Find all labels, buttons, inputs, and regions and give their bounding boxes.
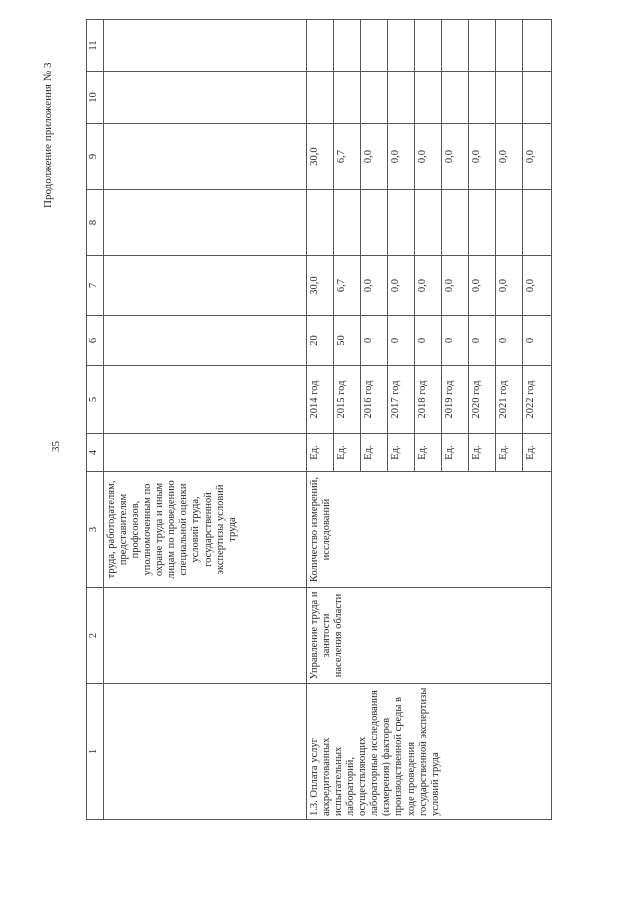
- program-table: [86, 19, 552, 820]
- value-cell: 0,0: [388, 256, 415, 316]
- value-cell: [442, 72, 469, 124]
- value-cell: [415, 20, 442, 72]
- value-cell: [523, 190, 552, 256]
- value-cell: 0,0: [361, 256, 388, 316]
- value-cell: 0,0: [523, 124, 552, 190]
- value-cell: [415, 190, 442, 256]
- rotated-table-wrapper: [86, 20, 606, 820]
- measure-name: 1.3. Оплата услуг аккредитованных испытательных лабораторий, осуществляющих лабораторные исследования (измерения) факторов производственной среды в ходе проведения государственной экспертизы условий труда: [307, 684, 552, 820]
- value-cell: [361, 72, 388, 124]
- value-cell: [496, 190, 523, 256]
- value-cell: 0: [388, 316, 415, 366]
- unit-cell: Ед.: [361, 434, 388, 472]
- value-cell: 0: [361, 316, 388, 366]
- value-cell: 20: [307, 316, 334, 366]
- value-cell: 0: [415, 316, 442, 366]
- column-number: 9: [87, 124, 104, 190]
- appendix-caption: Продолжение приложения № 3: [42, 62, 54, 208]
- unit-cell: Ед.: [415, 434, 442, 472]
- year-cell: 2018 год: [415, 366, 442, 434]
- value-cell: 0,0: [469, 124, 496, 190]
- value-cell: 6,7: [334, 124, 361, 190]
- continuation-indicator-text: труда, работодателям, представителям профсоюзов, уполномоченным по охране труда и иным лицам по проведению специальной оценки условий труда, государственной экспертизы условий труда: [104, 472, 307, 588]
- table-row: [307, 20, 334, 820]
- unit-cell: Ед.: [442, 434, 469, 472]
- value-cell: 0: [496, 316, 523, 366]
- value-cell: [469, 20, 496, 72]
- value-cell: 0: [442, 316, 469, 366]
- value-cell: 0,0: [523, 256, 552, 316]
- year-cell: 2017 год: [388, 366, 415, 434]
- value-cell: 0,0: [496, 124, 523, 190]
- unit-cell: Ед.: [307, 434, 334, 472]
- column-number: 8: [87, 190, 104, 256]
- value-cell: [496, 20, 523, 72]
- year-cell: 2021 год: [496, 366, 523, 434]
- value-cell: [334, 190, 361, 256]
- column-number-row: [87, 20, 104, 820]
- unit-cell: Ед.: [469, 434, 496, 472]
- value-cell: 0,0: [388, 124, 415, 190]
- column-number: 1: [87, 684, 104, 820]
- value-cell: [307, 20, 334, 72]
- page-number: 35: [50, 441, 62, 452]
- value-cell: 0: [523, 316, 552, 366]
- year-cell: 2019 год: [442, 366, 469, 434]
- unit-cell: Ед.: [388, 434, 415, 472]
- value-cell: [334, 72, 361, 124]
- value-cell: 0,0: [442, 256, 469, 316]
- value-cell: 0,0: [415, 124, 442, 190]
- value-cell: 0,0: [415, 256, 442, 316]
- executor: Управление труда и занятости населения области: [307, 588, 552, 684]
- value-cell: [442, 20, 469, 72]
- column-number: 6: [87, 316, 104, 366]
- indicator-name: Количество измерений, исследований: [307, 472, 552, 588]
- value-cell: 0,0: [469, 256, 496, 316]
- value-cell: 0,0: [442, 124, 469, 190]
- unit-cell: Ед.: [496, 434, 523, 472]
- value-cell: [523, 72, 552, 124]
- column-number: 3: [87, 472, 104, 588]
- column-number: 11: [87, 20, 104, 72]
- value-cell: [307, 72, 334, 124]
- column-number: 7: [87, 256, 104, 316]
- value-cell: 0,0: [496, 256, 523, 316]
- value-cell: [307, 190, 334, 256]
- value-cell: [388, 72, 415, 124]
- value-cell: 0: [469, 316, 496, 366]
- value-cell: 0,0: [361, 124, 388, 190]
- column-number: 5: [87, 366, 104, 434]
- year-cell: 2022 год: [523, 366, 552, 434]
- value-cell: 30,0: [307, 256, 334, 316]
- value-cell: [469, 72, 496, 124]
- value-cell: [496, 72, 523, 124]
- year-cell: 2015 год: [334, 366, 361, 434]
- value-cell: [469, 190, 496, 256]
- year-cell: 2016 год: [361, 366, 388, 434]
- column-number: 4: [87, 434, 104, 472]
- value-cell: 6,7: [334, 256, 361, 316]
- value-cell: [415, 72, 442, 124]
- value-cell: [523, 20, 552, 72]
- value-cell: [442, 190, 469, 256]
- continuation-row: [104, 20, 307, 820]
- value-cell: [388, 20, 415, 72]
- column-number: 10: [87, 72, 104, 124]
- year-cell: 2014 год: [307, 366, 334, 434]
- unit-cell: Ед.: [334, 434, 361, 472]
- value-cell: [361, 190, 388, 256]
- value-cell: [361, 20, 388, 72]
- value-cell: 30,0: [307, 124, 334, 190]
- value-cell: [334, 20, 361, 72]
- column-number: 2: [87, 588, 104, 684]
- unit-cell: Ед.: [523, 434, 552, 472]
- value-cell: 50: [334, 316, 361, 366]
- value-cell: [388, 190, 415, 256]
- year-cell: 2020 год: [469, 366, 496, 434]
